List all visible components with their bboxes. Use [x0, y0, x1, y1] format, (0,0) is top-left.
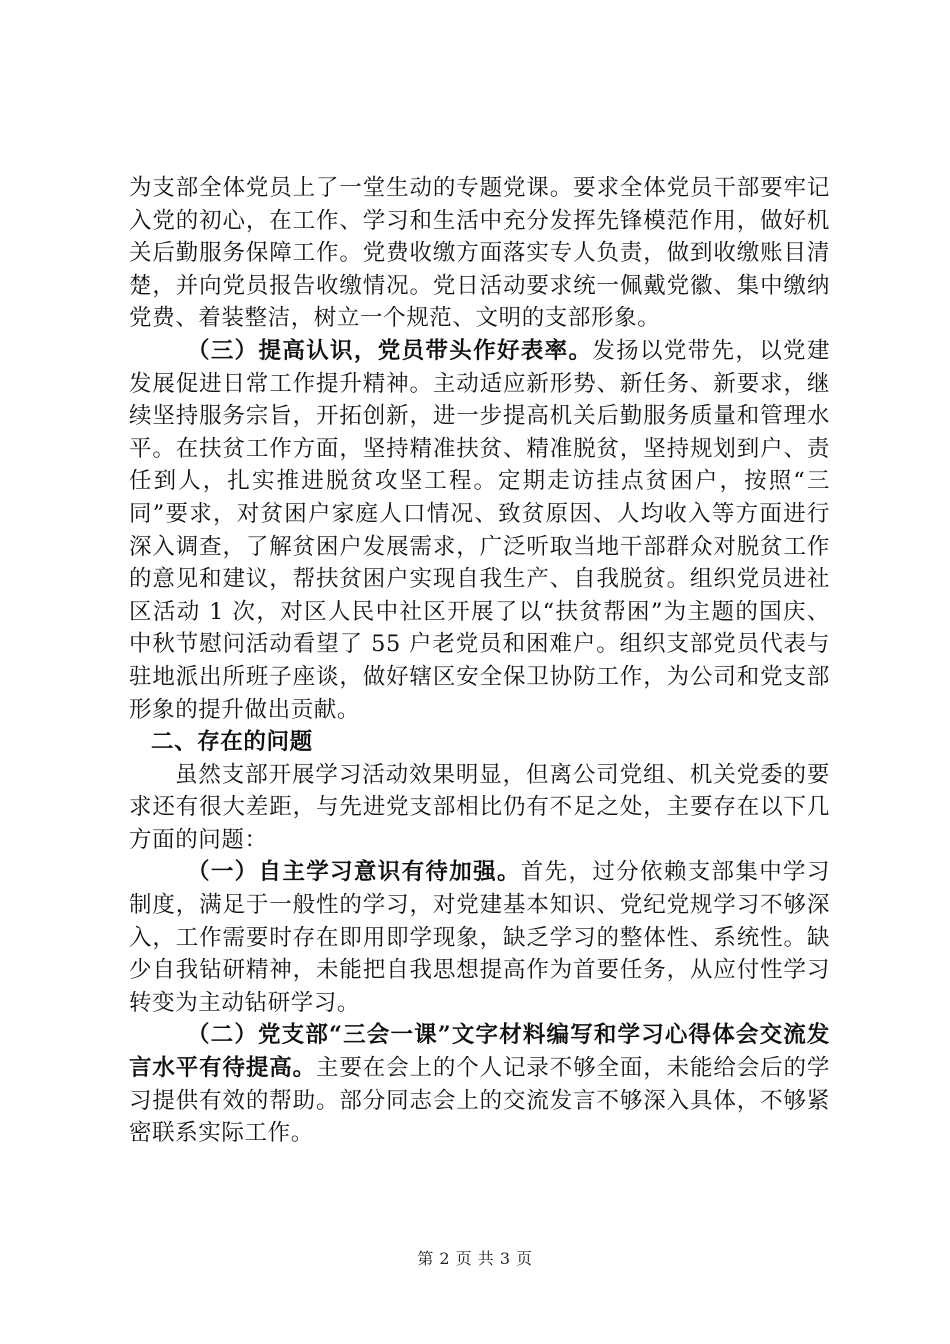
paragraph-raise-awareness — [129, 335, 830, 726]
paragraph-meeting-materials — [129, 1019, 830, 1149]
heading-existing-problems: 二、存在的问题 — [151, 729, 313, 756]
section-text-2: 主要在会上的个人记录不够全面，未能给会后的学习提供有效的帮助。部分同志会上的交流发言不够深入具体，不够紧密联系实际工作。 — [129, 1055, 830, 1147]
section-text-3: 发扬以党带先，以党建发展促进日常工作提升精神。主动适应新形势、新任务、新要求，继续坚持服务宗旨，开拓创新，进一步提高机关后勤服务质量和管理水平。在扶贫工作方面，坚持精准扶贫、精准脱贫，坚持规划到户、责任到人，扎实推进脱贫攻坚工程。定期走访挂点贫困户，按照“三同”要求，对贫困户家庭人口情况、致贫原因、人均收入等方面进行深入调查，了解贫困户发展需求，广泛听取当地干部群众对脱贫工作的意见和建议，帮扶贫困户实现自我生产、自我脱贫。组织党员进社区活动 1 次，对区人民中社区开展了以“扶贫帮困”为主题的国庆、中秋节慰问活动看望了 55 户老党员和困难户。组织支部党员代表与驻地派出所班子座谈，做好辖区安全保卫协防工作，为公司和党支部形象的提升做出贡献。 — [129, 337, 830, 723]
paragraph-party-lecture: 为支部全体党员上了一堂生动的专题党课。要求全体党员干部要牢记入党的初心，在工作、学习和生活中充分发挥先锋模范作用，做好机关后勤服务保障工作。党费收缴方面落实专人负责，做到收缴账目清楚，并向党员报告收缴情况。党日活动要求统一佩戴党徽、集中缴纳党费、着装整洁，树立一个规范、文明的支部形象。 — [129, 175, 830, 332]
section-text-1: 首先，过分依赖支部集中学习制度，满足于一般性的学习，对党建基本知识、党纪党规学习不够深入，工作需要时存在即用即学现象，缺乏学习的整体性、系统性。缺少自我钻研精神，未能把自我思想提高作为首要任务，从应付性学习转变为主动钻研学习。 — [129, 859, 830, 1016]
document-body — [129, 172, 830, 1150]
section-title-1: （一）自主学习意识有待加强。 — [187, 859, 521, 886]
paragraph-self-study — [129, 856, 830, 1019]
section-title-2: （二）党支部“三会一课”文字材料编写和学习心得体会交流发言水平有待提高。 — [129, 1022, 830, 1082]
section-title-3: （三）提高认识，党员带头作好表率。 — [187, 337, 593, 364]
page-footer: 第 2 页 共 3 页 — [417, 1249, 533, 1268]
paragraph-problems-intro: 虽然支部开展学习活动效果明显，但离公司党组、机关党委的要求还有很大差距，与先进党支部相比仍有不足之处，主要存在以下几方面的问题： — [129, 761, 830, 853]
